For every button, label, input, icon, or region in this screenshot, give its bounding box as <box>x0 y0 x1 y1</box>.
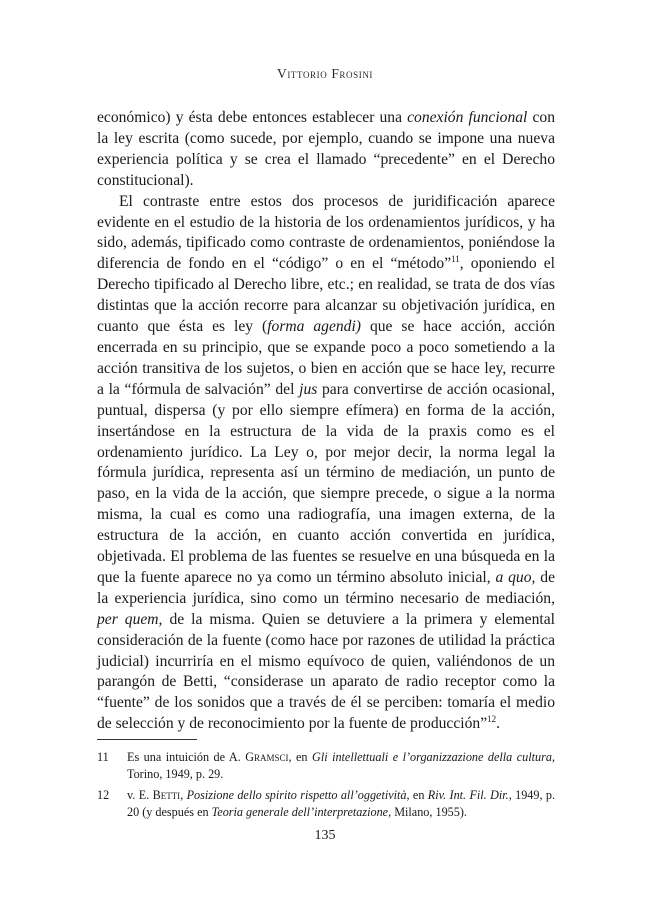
italic-run: jus <box>299 380 318 398</box>
page-number: 135 <box>314 828 336 843</box>
italic-run: forma agendi) <box>267 318 362 336</box>
smallcaps-run: Gramsci <box>245 750 289 764</box>
italic-run: Riv. Int. Fil. Dir. <box>427 788 509 802</box>
text-run: , Milano, 1955). <box>388 805 467 819</box>
text-run: para convertirse de acción ocasional, puntual, dispersa (y por ello siempre efímera) en forma de la acción, insertándose en la estructura de la vida de la praxis como es el ordenamiento jurídico. La Ley o, por mejor decir, la norma legal la fórmula jurídica, representa así un término de mediación, un punto de paso, en la vida de la acción, que siempre precede, o sigue a la norma misma, la cual es como una radiografía, una imagen externa, de la estructura de la acción, en cuanto acción convertida en jurídica, objetivada. El problema de las fuentes se resuelve en una búsqueda en la que la fuente aparece no ya como un término absoluto inicial, <box>97 380 555 586</box>
text-run: que se hace acción, acción encerrada en su principio, que se expande poco a poco sometiendo a la acción transitiva de los sujetos, o bien en acción que se hace ley, recurre a la “fórmula de salvación” del <box>97 318 555 398</box>
italic-run: Gli intellettuali e l’organizzazione della cultura, <box>312 750 555 764</box>
text-run: Torino, 1949, p. 29. <box>127 767 224 781</box>
body-text <box>97 108 555 735</box>
footnote-number: 11 <box>97 750 109 764</box>
smallcaps-run: Betti <box>152 788 181 802</box>
footnote-text <box>127 749 555 783</box>
text-run: , <box>180 788 187 802</box>
italic-run: Teoria generale dell’interpretazione <box>211 805 389 819</box>
text-run: v. E. <box>127 788 153 802</box>
footnote-11 <box>97 749 555 783</box>
italic-run: Posizione dello spirito rispetto all’oggetività <box>186 788 407 802</box>
text-run: El contraste entre estos dos procesos de juridificación aparece evidente en el estudio de la historia de los ordenamientos jurídicos, y ha sido, además, tipificado como contraste de ordenamientos, poniéndose la diferencia de fondo en el “código” o en el “método” <box>97 192 555 273</box>
running-head: Vittorio Frosini <box>276 66 374 81</box>
footnote-12 <box>97 787 555 821</box>
footnote-number: 12 <box>97 788 110 802</box>
italic-run: a quo, <box>495 568 536 586</box>
footnote-ref: 12 <box>487 714 497 725</box>
paragraph-2 <box>97 192 555 736</box>
text-run: de la experiencia jurídica, sino como un término necesario de mediación, <box>97 568 555 607</box>
text-run: , en <box>406 788 428 802</box>
text-run: económico) y ésta debe entonces establecer una <box>97 109 408 126</box>
paragraph-1 <box>97 108 555 192</box>
text-run: , 1949, p. 20 (y después en <box>127 788 556 819</box>
footnote-separator <box>97 739 197 740</box>
text-run: de la misma. Quien se detuviere a la primera y elemental consideración de la fuente (como hace por razones de utilidad la práctica judicial) incurriría en el mismo equívoco de quien, valiéndonos de un parangón de Betti, “considerase un aparato de radio receptor como la “fuente” de los sonidos que a través de él se perciben: tomaría el medio de selección y de reconocimiento por la fuente de producción” <box>97 610 555 733</box>
text-run: . <box>496 715 501 733</box>
text-run: , en <box>288 750 313 764</box>
italic-run: conexión funcional <box>407 109 528 126</box>
text-run: , oponiendo el Derecho tipificado al Derecho libre, etc.; en realidad, se trata de dos vías distintas que la acción recorre para alcanzar su objetivación jurídica, en cuanto que ésta es ley ( <box>97 255 556 336</box>
text-run: con la ley escrita (como sucede, por ejemplo, cuando se impone una nueva experiencia política y se crea el llamado “precedente” en el Derecho constitucional). <box>97 109 555 189</box>
italic-run: per quem, <box>97 610 163 628</box>
footnotes <box>97 749 555 825</box>
footnote-text <box>127 787 555 821</box>
text-run: Es una intuición de A. <box>127 750 246 764</box>
footnote-ref: 11 <box>451 254 460 265</box>
